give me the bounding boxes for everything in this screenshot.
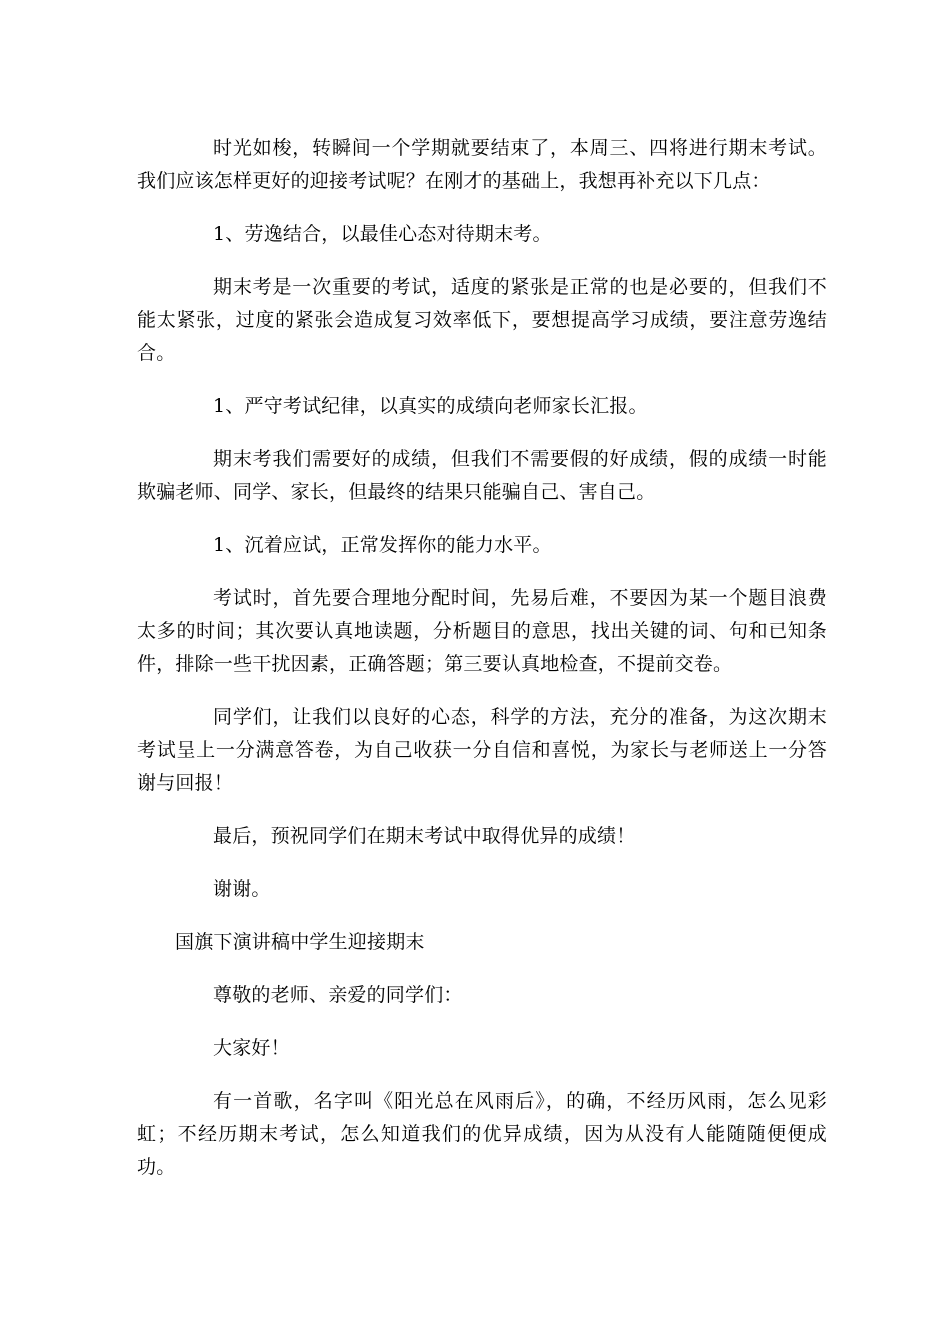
paragraph-rest: 期末考是一次重要的考试，适度的紧张是正常的也是必要的，但我们不能太紧张，过度的紧张会造成复习效率低下，要想提高学习成绩，要注意劳逸结合。: [137, 276, 827, 364]
point-heading-discipline: 1、严守考试纪律，以真实的成绩向老师家长汇报。: [213, 395, 648, 417]
paragraph-discipline: 期末考我们需要好的成绩，但我们不需要假的好成绩，假的成绩一时能欺骗老师、同学、家长，但最终的结果只能骗自己、害自己。: [137, 448, 827, 503]
document-body: [137, 132, 827, 1184]
paragraph-wishes: 最后，预祝同学们在期末考试中取得优异的成绩！: [213, 825, 636, 847]
point-heading-rest: 1、劳逸结合，以最佳心态对待期末考。: [213, 223, 552, 245]
paragraph-salutation: 尊敬的老师、亲爱的同学们：: [213, 984, 463, 1006]
paragraph-song: 有一首歌，名字叫《阳光总在风雨后》，的确，不经历风雨，怎么见彩虹；不经历期末考试，怎么知道我们的优异成绩，因为从没有人能随随便便成功。: [137, 1090, 827, 1178]
paragraph-encouragement: 同学们，让我们以良好的心态，科学的方法，充分的准备，为这次期末考试呈上一分满意答卷，为自己收获一分自信和喜悦，为家长与老师送上一分答谢与回报！: [137, 706, 827, 794]
paragraph-greeting: 大家好！: [213, 1037, 290, 1059]
point-heading-calm: 1、沉着应试，正常发挥你的能力水平。: [213, 534, 552, 556]
section-title: 国旗下演讲稿中学生迎接期末: [175, 931, 425, 953]
paragraph-calm: 考试时，首先要合理地分配时间，先易后难，不要因为某一个题目浪费太多的时间；其次要认真地读题，分析题目的意思，找出关键的词、句和已知条件，排除一些干扰因素，正确答题；第三要认真地检查，不提前交卷。: [137, 587, 827, 675]
paragraph-thanks: 谢谢。: [213, 878, 271, 900]
paragraph-intro: 时光如梭，转瞬间一个学期就要结束了，本周三、四将进行期末考试。我们应该怎样更好的迎接考试呢？在刚才的基础上，我想再补充以下几点：: [137, 137, 827, 192]
